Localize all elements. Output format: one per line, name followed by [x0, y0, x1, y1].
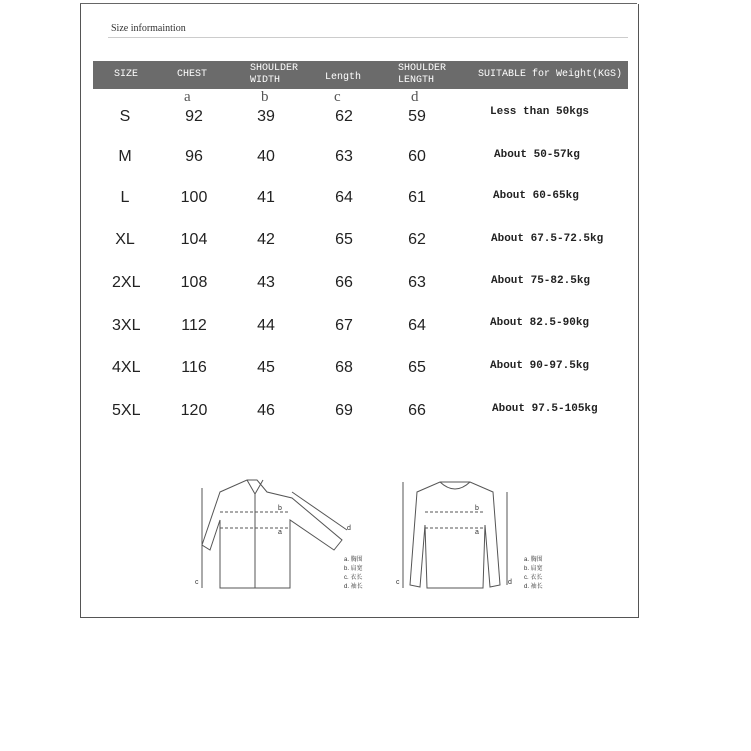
shirt-legend [344, 556, 363, 592]
sweater-marker-c: c [396, 579, 400, 586]
cell-size: L [120, 189, 130, 206]
shirt-marker-c: c [195, 579, 199, 586]
cell-shoulder-width: 42 [257, 231, 275, 248]
sweater-marker-a: a [475, 529, 479, 536]
table-header [93, 61, 628, 89]
cell-length: 63 [335, 148, 353, 165]
cell-chest: 108 [180, 274, 208, 291]
cell-chest: 112 [181, 317, 207, 334]
column-letter-chest: a [184, 89, 191, 105]
cell-shoulder-width: 39 [257, 108, 275, 125]
cell-shoulder-width: 44 [257, 317, 275, 334]
cell-shoulder-length: 62 [408, 231, 426, 248]
cell-size: 2XL [112, 274, 141, 291]
header-suitable-weight: SUITABLE for Weight(KGS) [478, 69, 623, 80]
cell-weight: About 97.5-105kg [492, 403, 598, 415]
cell-shoulder-length: 66 [408, 402, 426, 419]
shirt-marker-d: d [347, 525, 351, 532]
cell-shoulder-width: 41 [257, 189, 275, 206]
cell-size: XL [115, 231, 135, 248]
column-letter-length: c [334, 89, 341, 105]
cell-size: 3XL [112, 317, 141, 334]
cell-length: 66 [335, 274, 353, 291]
sweater-outline [410, 482, 500, 588]
shirt-collar [247, 480, 263, 494]
shirt-outline [202, 480, 342, 588]
column-letter-shoulder-width: b [261, 89, 269, 105]
cell-chest: 96 [185, 148, 203, 165]
cell-length: 67 [335, 317, 353, 334]
sweater-diagram [395, 470, 525, 600]
cell-shoulder-length: 60 [408, 148, 426, 165]
cell-weight: About 60-65kg [493, 190, 579, 202]
cell-chest: 116 [181, 359, 207, 376]
cell-weight: Less than 50kgs [490, 106, 590, 118]
sweater-marker-b: b [475, 505, 479, 512]
cell-length: 64 [335, 189, 353, 206]
shirt-legend-b: b. 肩宽 [344, 566, 363, 572]
cell-shoulder-length: 63 [408, 274, 426, 291]
shirt-marker-b: b [278, 505, 282, 512]
header-size: SIZE [114, 69, 139, 80]
title-divider [108, 37, 628, 38]
shirt-legend-c: c. 衣长 [344, 575, 363, 581]
shirt-legend-d: d. 袖长 [344, 584, 363, 590]
shirt-diagram [192, 470, 362, 600]
header-shoulder-width-line2: WIDTH [250, 75, 281, 86]
cell-chest: 120 [180, 402, 208, 419]
sweater-legend-d: d. 袖长 [524, 584, 543, 590]
cell-shoulder-width: 46 [257, 402, 275, 419]
cell-shoulder-width: 43 [257, 274, 275, 291]
sweater-legend-c: c. 衣长 [524, 575, 543, 581]
cell-weight: About 50-57kg [494, 149, 580, 161]
header-shoulder-length-line1: SHOULDER [398, 63, 447, 74]
cell-weight: About 75-82.5kg [491, 275, 591, 287]
cell-weight: About 90-97.5kg [490, 360, 590, 372]
cell-shoulder-length: 65 [408, 359, 426, 376]
cell-shoulder-length: 64 [408, 317, 426, 334]
cell-weight: About 82.5-90kg [490, 317, 590, 329]
column-letter-shoulder-length: d [411, 89, 419, 105]
cell-chest: 100 [180, 189, 208, 206]
cell-shoulder-width: 40 [257, 148, 275, 165]
sweater-legend-a: a. 胸围 [524, 557, 543, 563]
cell-size: 4XL [112, 359, 141, 376]
cell-chest: 92 [185, 108, 203, 125]
cell-length: 65 [335, 231, 353, 248]
cell-size: 5XL [112, 402, 141, 419]
header-shoulder-length-line2: LENGTH [398, 75, 435, 86]
header-length: Length [325, 72, 362, 83]
cell-length: 62 [335, 108, 353, 125]
cell-length: 68 [335, 359, 353, 376]
section-title: Size informaintion [111, 23, 186, 34]
header-shoulder-width-line1: SHOULDER [250, 63, 299, 74]
cell-shoulder-width: 45 [257, 359, 275, 376]
header-chest: CHEST [177, 69, 208, 80]
cell-weight: About 67.5-72.5kg [491, 233, 604, 245]
cell-shoulder-length: 61 [408, 189, 426, 206]
sweater-legend [524, 556, 543, 592]
shirt-legend-a: a. 胸围 [344, 557, 363, 563]
shirt-marker-a: a [278, 529, 282, 536]
cell-length: 69 [335, 402, 353, 419]
cell-shoulder-length: 59 [408, 108, 426, 125]
cell-chest: 104 [180, 231, 208, 248]
sweater-legend-b: b. 肩宽 [524, 566, 543, 572]
cell-size: M [118, 148, 132, 165]
cell-size: S [119, 108, 131, 125]
sweater-marker-d: d [508, 579, 512, 586]
sweater-collar [440, 482, 470, 489]
shirt-sleeve-line [292, 492, 347, 530]
